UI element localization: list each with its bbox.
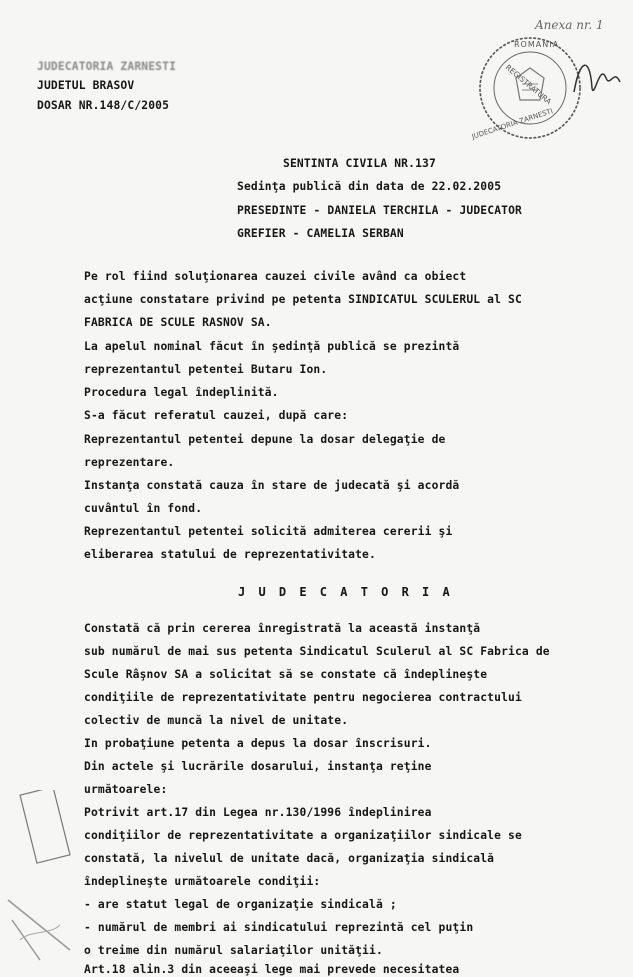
side-stamp-marks [0,790,90,970]
signature-scribble [568,48,624,108]
body-line: o treime din numărul salariaţilor unităţii. [84,944,383,957]
body-line: reprezentantul petentei Butaru Ion. [84,363,328,376]
body-line: FABRICA DE SCULE RASNOV SA. [84,316,272,329]
body-line: - are statut legal de organizaţie sindicală ; [84,898,397,911]
body-line: Din actele şi lucrările dosarului, instanţa reţine [84,760,432,773]
body-line: - numărul de membri ai sindicatului reprezintă cel puţin [84,921,474,934]
county-line: JUDETUL BRASOV [37,79,135,92]
body-line: La apelul nominal făcut în şedinţă publică se prezintă [84,340,460,353]
clerk-line: GREFIER - CAMELIA SERBAN [237,227,404,240]
body-line: Procedura legal îndeplinită. [84,386,279,399]
stamp-ring-text: JUDECATORIA ZARNESTI [470,107,554,141]
body-line: Instanţa constată cauza în stare de judecată şi acordă [84,479,460,492]
body-line: reprezentare. [84,456,175,469]
sentence-title: SENTINTA CIVILA NR.137 [283,157,436,170]
body-line: îndeplineşte următoarele condiţii: [84,875,321,888]
body-line: următoarele: [84,783,168,796]
annex-note: Anexa nr. 1 [535,18,604,32]
body-line: sub numărul de mai sus petenta Sindicatul Sculerul al SC Fabrica de [84,645,550,658]
body-line: cuvântul în fond. [84,502,203,515]
file-number: DOSAR NR.148/C/2005 [37,99,170,112]
body-line: In probaţiune petenta a depus la dosar înscrisuri. [84,737,432,750]
stamp-top-text: ROMANIA [514,40,560,49]
body-line: S-a făcut referatul cauzei, după care: [84,409,349,422]
section-title: J U D E C A T O R I A [238,585,453,599]
body-line: eliberarea statului de reprezentativitate. [84,548,376,561]
president-line: PRESEDINTE - DANIELA TERCHILA - JUDECATOR [237,204,523,217]
court-name: JUDECATORIA ZARNESTI [37,60,177,73]
body-line: Scule Râşnov SA a solicitat să se constate că îndeplineşte [84,668,488,681]
body-line: Constată că prin cererea înregistrată la această instanţă [84,622,481,635]
stamp-center-text: REGISTRATURA [503,62,554,107]
body-line: Art.18 alin.3 din aceeaşi lege mai prevede necesitatea [84,963,460,976]
body-line: condiţiilor de reprezentativitate a organizaţiilor sindicale se [84,829,522,842]
body-line: colectiv de muncă la nivel de unitate. [84,714,349,727]
body-line: Reprezentantul petentei solicită admiterea cererii şi [84,525,453,538]
session-line: Sedinţa publică din data de 22.02.2005 [237,180,502,193]
body-line: Reprezentantul petentei depune la dosar delegaţie de [84,433,446,446]
body-line: Potrivit art.17 din Legea nr.130/1996 îndeplinirea [84,806,432,819]
body-line: Pe rol fiind soluţionarea cauzei civile având ca obiect [84,270,467,283]
body-line: constată, la nivelul de unitate dacă, organizaţia sindicală [84,852,495,865]
body-line: acţiune constatare privind pe petenta SINDICATUL SCULERUL al SC [84,293,522,306]
body-line: condiţiile de reprezentativitate pentru negocierea contractului [84,691,522,704]
